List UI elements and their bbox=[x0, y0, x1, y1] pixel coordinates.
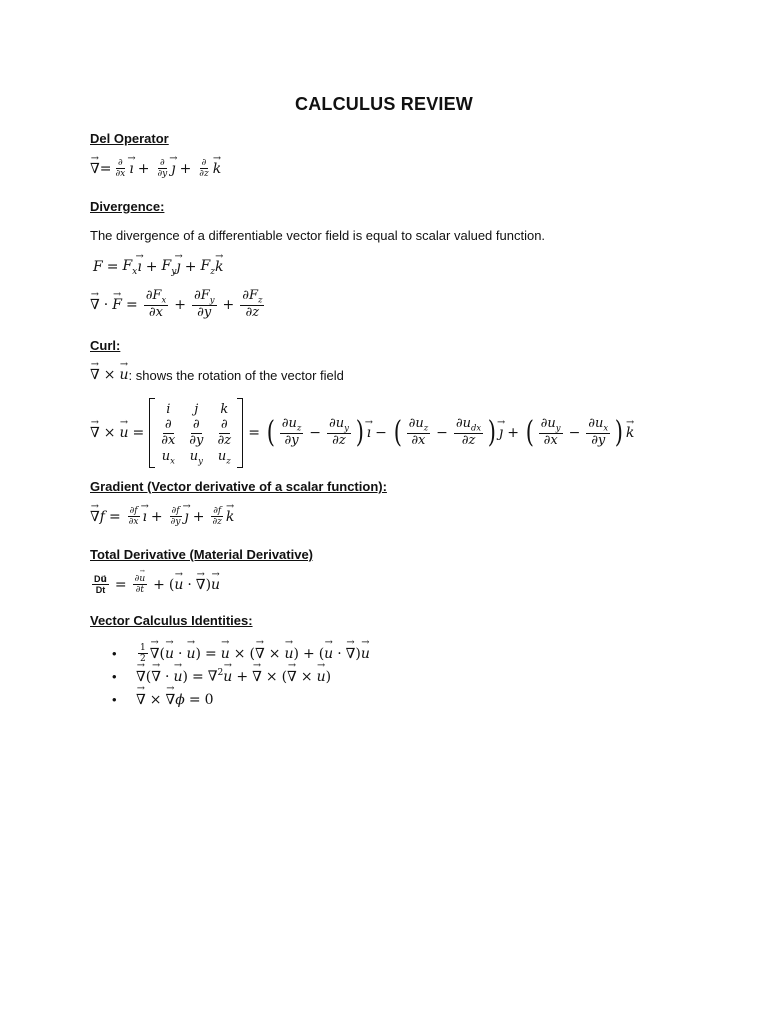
identities-heading: Vector Calculus Identities: bbox=[90, 613, 253, 628]
divergence-equation: → ∇ · → F = $\frac{\partial F_x}{\partial x}$ + $\frac{\partial F_y}{\partial y}$ + $\frac{\partial F_z}{\partial z}$ bbox=[90, 289, 266, 321]
curl-determinant-matrix: i j k $\frac{\partial}{\partial x}$ $\frac{\partial}{\partial y}$ $\frac{\partial}{\partial z}$ $u_x$ $u_y$ $u_z$ bbox=[154, 400, 238, 466]
gradient-equation: → ∇ f = $\frac{\partial f}{\partial x}$ → ı + $\frac{\partial f}{\partial y}$ → ȷ + $\frac{\partial f}{\partial z}$ → k bbox=[90, 506, 234, 528]
list-item: • $\frac{1}{2}$ → ∇ ( → u · → u ) = → u × ( → ∇ × → u ) + ( → u · → ∇ ) → u bbox=[112, 642, 370, 665]
total-derivative-heading: Total Derivative (Material Derivative) bbox=[90, 547, 314, 562]
divergence-heading: Divergence: bbox=[90, 199, 165, 214]
del-operator-heading: Del Operator bbox=[90, 131, 169, 146]
identities-list bbox=[112, 642, 370, 711]
bullet-icon: • bbox=[112, 692, 117, 707]
del-operator-equation: → ∇ = $\frac{\partial}{\partial x}$ → ı + $\frac{\partial}{\partial y}$ → ȷ + $\frac{\partial}{\partial z}$ → k bbox=[90, 158, 221, 180]
page-title: CALCULUS REVIEW bbox=[295, 94, 473, 114]
divergence-description: The divergence of a differentiable vector field is equal to scalar valued function. bbox=[90, 228, 546, 243]
bullet-icon: • bbox=[112, 646, 117, 661]
gradient-heading: Gradient (Vector derivative of a scalar function): bbox=[90, 479, 387, 494]
bullet-icon: • bbox=[112, 669, 117, 684]
curl-heading: Curl: bbox=[90, 338, 121, 353]
curl-description-text: : shows the rotation of the vector field bbox=[128, 367, 344, 383]
list-item: • → ∇ ( → ∇ · → u ) = ∇$^2$ → u + → ∇ × ( → ∇ × → u ) bbox=[112, 665, 370, 688]
curl-description: → ∇ × → u : shows the rotation of the vector field bbox=[90, 367, 344, 383]
total-derivative-equation: $\frac{Du⃗}{Dt}$ = $\frac{\partial\to u}{\partial t}$ + ( → u · → ∇ ) → u bbox=[90, 574, 220, 596]
vector-field-equation: F = $F_x$ → ı + $F_y$ → ȷ + $F_z$ → k bbox=[93, 258, 223, 277]
list-item: • → ∇ × → ∇ ϕ = 0 bbox=[112, 688, 370, 711]
curl-equation: → ∇ × → u = i j k $\frac{\partial}{\partial x}$ $\frac{\partial}{\partial y}$ $\frac{\partial}{\partial z}$ $u_x$ $u_y$ $u_z$ = ( $\frac{\partial u_z}{\partial y}$ − $\frac{\partial u_y}{\partial z}$ ) → ı − ( $\frac{\partial u_z}{\partial x}$ − $\frac{\partial u_{dx}}{\partial z}$ ) → ȷ + ( $\frac{\partial u_y}{\partial x}$ − $\frac{\partial u_x}{\partial y}$ ) → k bbox=[90, 400, 634, 466]
